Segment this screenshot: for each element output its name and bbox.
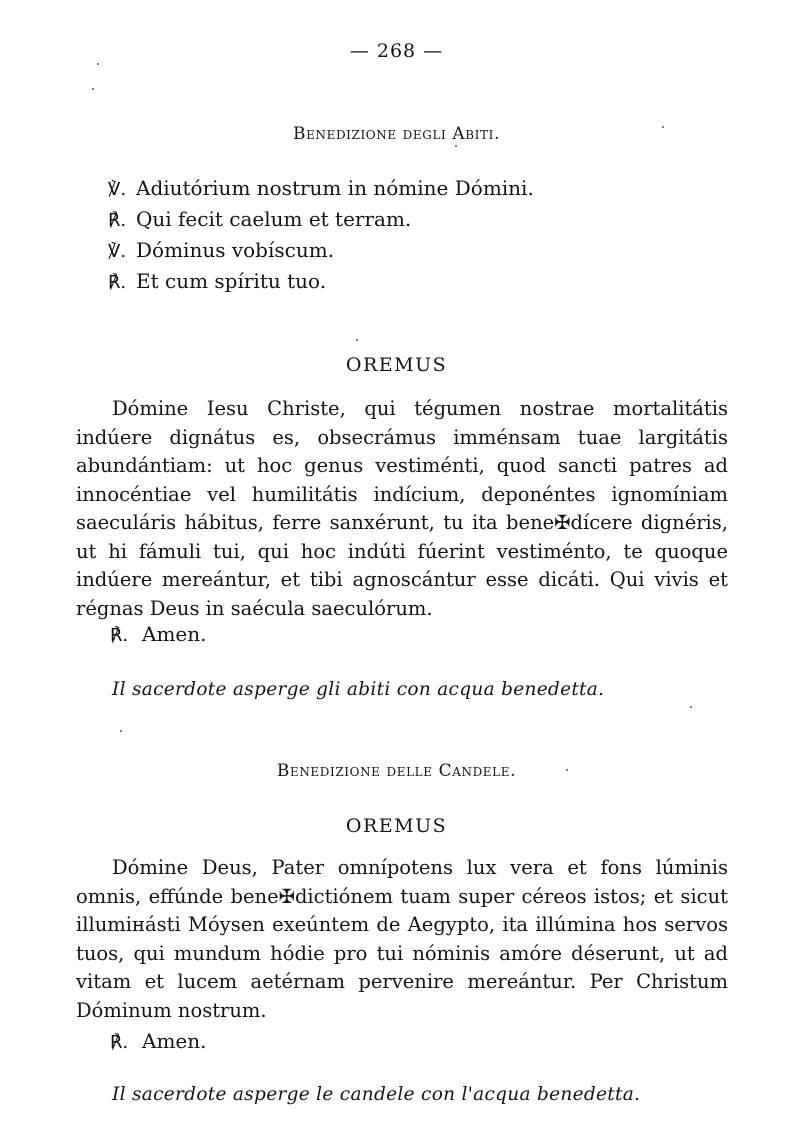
versicle-2 [108,235,334,267]
versicle-1 [108,173,534,205]
versicle-text: Adiutórium nostrum in nómine Dómini. [136,176,534,200]
amen-text: Amen. [142,622,207,646]
section-heading-candele: Benedizione delle Candele. [276,761,517,781]
oremus-heading-2: OREMUS [345,815,448,837]
response-text: Et cum spíritu tuo. [136,269,327,293]
page-number: — 268 — [349,40,444,62]
scan-speck [455,145,457,147]
response-symbol: ℟. [110,625,129,646]
response-symbol: ℟. [110,1032,129,1053]
rubric-abiti: Il sacerdote asperge gli abiti con acqua benedetta. [112,679,605,700]
scan-speck [690,706,692,708]
prayer-paragraph-abiti: Dómine Iesu Christe, qui tégumen nostrae mortalitátis indúere dignátus es, obsecrámus imménsam tuae largitátis abundántiam: ut hoc genus vestiménti, quod sancti patres ad innocéntiae vel humilitátis indícium, deponéntes ignomíniam saeculáris hábitus, ferre sanxérunt, tu ita bene✠dícere dignéris, ut hi fámuli tui, qui hoc indúti fúerint vestiménto, te quoque indúere mereántur, et tibi agnoscántur esse dicáti. Qui vivis et régnas Deus in saécula saeculórum. [76,397,728,620]
response-symbol: ℟. [108,210,127,231]
scan-speck [356,339,358,341]
response-2 [108,266,326,298]
versicle-text: Dóminus vobíscum. [136,238,335,262]
oremus-heading-1: OREMUS [345,354,448,376]
amen-response-2 [110,1029,206,1053]
versicle-symbol: ℣. [108,241,127,262]
scan-speck [120,730,122,732]
versicle-symbol: ℣. [108,179,127,200]
scan-speck [662,126,664,128]
amen-response-1 [110,622,206,646]
response-1 [108,204,411,236]
response-text: Qui fecit caelum et terram. [136,207,412,231]
response-symbol: ℟. [108,272,127,293]
prayer-paragraph-candele: Dómine Deus, Pater omnípotens lux vera et fons lúminis omnis, effúnde bene✠dictiónem tuam super céreos istos; et sicut illumінásti Móysen exeúntem de Aegypto, ita illúmina hos servos tuos, qui mundum hódie pro tui nóminis amóre déserunt, ut ad vitam et lucem aetérnam pervenire mereántur. Per Christum Dóminum nostrum. [76,856,728,1022]
scan-speck [566,769,568,771]
section-heading-abiti: Benedizione degli Abiti. [293,124,500,144]
rubric-candele: Il sacerdote asperge le candele con l'acqua benedetta. [112,1084,641,1105]
amen-text: Amen. [142,1029,207,1053]
scan-speck [92,88,94,90]
scan-speck [97,63,99,65]
